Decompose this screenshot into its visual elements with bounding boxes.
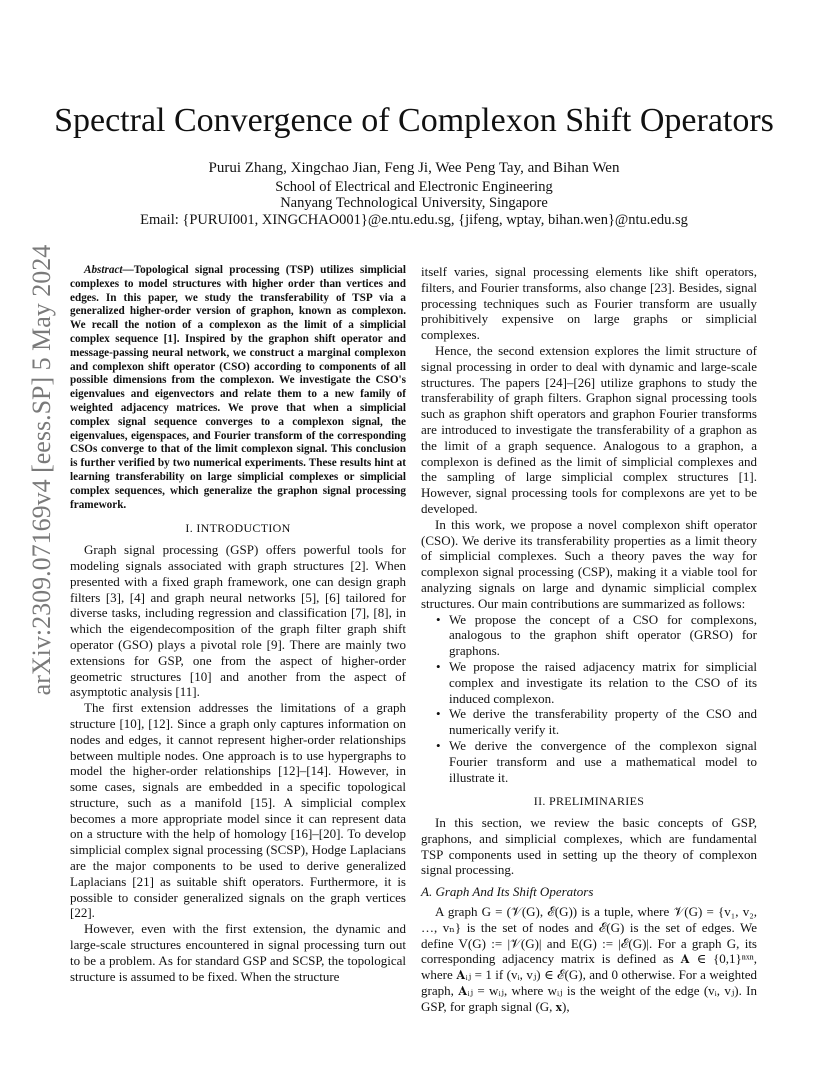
intro-paragraph-5: Hence, the second extension explores the limit structure of signal processing in order to deal with dynamic and large-scale structures. The papers [24]–[26] utilize graphons to study the transferability of graph filters. Graphon signal processing tools such as graphon shift operators and graphon Fourier transforms are introduced to investigate the transferability of a graphon as the limit of a graph sequence. Analogous to a graphon, a complexon is defined as the limit of simplicial complexes and the sampling of large simplicial complex structures [1]. However, signal processing tools for complexons are yet to be developed.: [421, 342, 757, 516]
intro-paragraph-3: However, even with the first extension, the dynamic and large-scale structures encountered in signal processing turn out to be a problem. As for standard GSP and SCSP, the topological structure is assumed to be fixed. When the structure: [70, 921, 406, 984]
intro-paragraph-1: Graph signal processing (GSP) offers powerful tools for modeling signals associated with graph structures [2]. When presented with a fixed graph framework, one can design graph filters [3], [4] and graph neural networks [5], [6] tailored for diverse tasks, including regression and classification [7], [8], in which the eigendecomposition of the graph filter graph shift operator (GSO) plays a pivotal role [9]. There are mainly two extensions for GSP, one from the aspect of higher-order geometric structures [10] and another from the aspect of asymptotic analysis [11].: [70, 542, 406, 700]
list-item: • We propose the concept of a CSO for complexons, analogous to the graphon shift operator (GRSO) for graphons.: [449, 612, 757, 659]
arxiv-stamp-text: arXiv:2309.07169v4 [eess.SP] 5 May 2024: [27, 244, 56, 696]
author-emails: Email: {PURUI001, XINGCHAO001}@e.ntu.edu.sg, {jifeng, wptay, bihan.wen}@ntu.edu.sg: [140, 211, 688, 228]
list-item: • We derive the convergence of the complexon signal Fourier transform and use a mathematical model to illustrate it.: [449, 738, 757, 785]
section-heading-preliminaries: II. PRELIMINARIES: [533, 794, 645, 809]
right-column: [421, 264, 757, 1015]
contributions-list: [421, 612, 757, 786]
author-names: Purui Zhang, Xingchao Jian, Feng Ji, Wee Peng Tay, and Bihan Wen: [208, 160, 620, 176]
left-column: [70, 264, 406, 984]
paper-title: Spectral Convergence of Complexon Shift Operators: [54, 102, 774, 139]
abstract-text: —Topological signal processing (TSP) utilizes simplicial complexes to model structures with higher order than vertices and edges. In this paper, we study the transferability of TSP via a generalized higher-order version of graphon, known as complexon. We recall the notion of a complexon as the limit of a simplicial complex sequence [1]. Inspired by the graphon shift operator and message-passing neural network, we construct a marginal complexon and complexon shift operator (CSO) according to components of all possible dimensions from the complexon. We investigate the CSO's eigenvalues and eigenvectors and relate them to a new family of weighted adjacency matrices. We prove that when a simplicial complex signal sequence converges to a complexon signal, the eigenvalues, eigenspaces, and Fourier transform of the corresponding CSOs converge to that of the limit complexon signal. This conclusion is further verified by two numerical experiments. These results hint at learning transferability on large simplicial complexes or simplicial complex sequences, which generalize the graphon signal processing framework.: [70, 264, 406, 511]
prelim-paragraph: In this section, we review the basic concepts of GSP, graphons, and simplicial complexes, which are fundamental TSP components used in setting up the theory of complexon signal processing.: [421, 815, 757, 878]
graph-paragraph: A graph G = (𝒱(G), ℰ(G)) is a tuple, where 𝒱(G) = {v₁, v₂, …, vₙ} is the set of nodes and ℰ(G) is the set of edges. We define V(G) := |𝒱(G)| and E(G) := |ℰ(G)|. For a graph G, its corresponding adjacency matrix is defined as 𝐀 ∈ {0,1}ⁿˣⁿ, where 𝐀ᵢⱼ = 1 if (vᵢ, vⱼ) ∈ ℰ(G), and 0 otherwise. For a weighted graph, 𝐀ᵢⱼ = wᵢⱼ, where wᵢⱼ is the weight of the edge (vᵢ, vⱼ). In GSP, for graph signal (G, 𝐱),: [421, 904, 757, 1014]
affiliation-university: Nanyang Technological University, Singapore: [280, 195, 548, 211]
arxiv-stamp: [22, 244, 62, 696]
intro-paragraph-2: The first extension addresses the limitations of a graph structure [10], [12]. Since a graph only captures information on nodes and edges, it cannot represent higher-order relationships between multiple nodes. One approach is to use hypergraphs to model the higher-order relationships [12]–[14]. However, in some cases, signals are embedded in a specific topological structure, such as a manifold [15]. A simplicial complex becomes a more appropriate model since it can represent data on a structure with the help of homology [16]–[20]. To develop simplicial complex signal processing (SCSP), Hodge Laplacians are the major components to be used to derive generalized Laplacians [21] as suitable shift operators. Furthermore, it is possible to consider generalized signals on the graph vertices [22].: [70, 700, 406, 921]
abstract-label: Abstract: [84, 264, 123, 276]
subsection-heading-graph: A. Graph And Its Shift Operators: [421, 884, 594, 900]
affiliation-school: School of Electrical and Electronic Engineering: [275, 178, 553, 195]
intro-paragraph-4: itself varies, signal processing elements like shift operators, filters, and Fourier transforms, also change [23]. Besides, signal processing techniques such as Fourier transform are usually prohibitively expensive on large graphs or simplicial complexes.: [421, 264, 757, 343]
intro-paragraph-6: In this work, we propose a novel complexon shift operator (CSO). We derive its transferability properties as a limit theory of simplicial complexes. Such a theory paves the way for complexon signal processing (CSP), making it a viable tool for analyzing signals on large and dynamic simplicial complex structures. Our main contributions are summarized as follows:: [421, 516, 757, 611]
author-block: [0, 160, 828, 228]
list-item: • We derive the transferability property of the CSO and numerically verify it.: [449, 706, 757, 738]
section-heading-introduction: I. INTRODUCTION: [185, 521, 291, 536]
list-item: • We propose the raised adjacency matrix for simplicial complex and investigate its relation to the CSO of its induced complexon.: [449, 659, 757, 706]
abstract: [70, 264, 406, 512]
